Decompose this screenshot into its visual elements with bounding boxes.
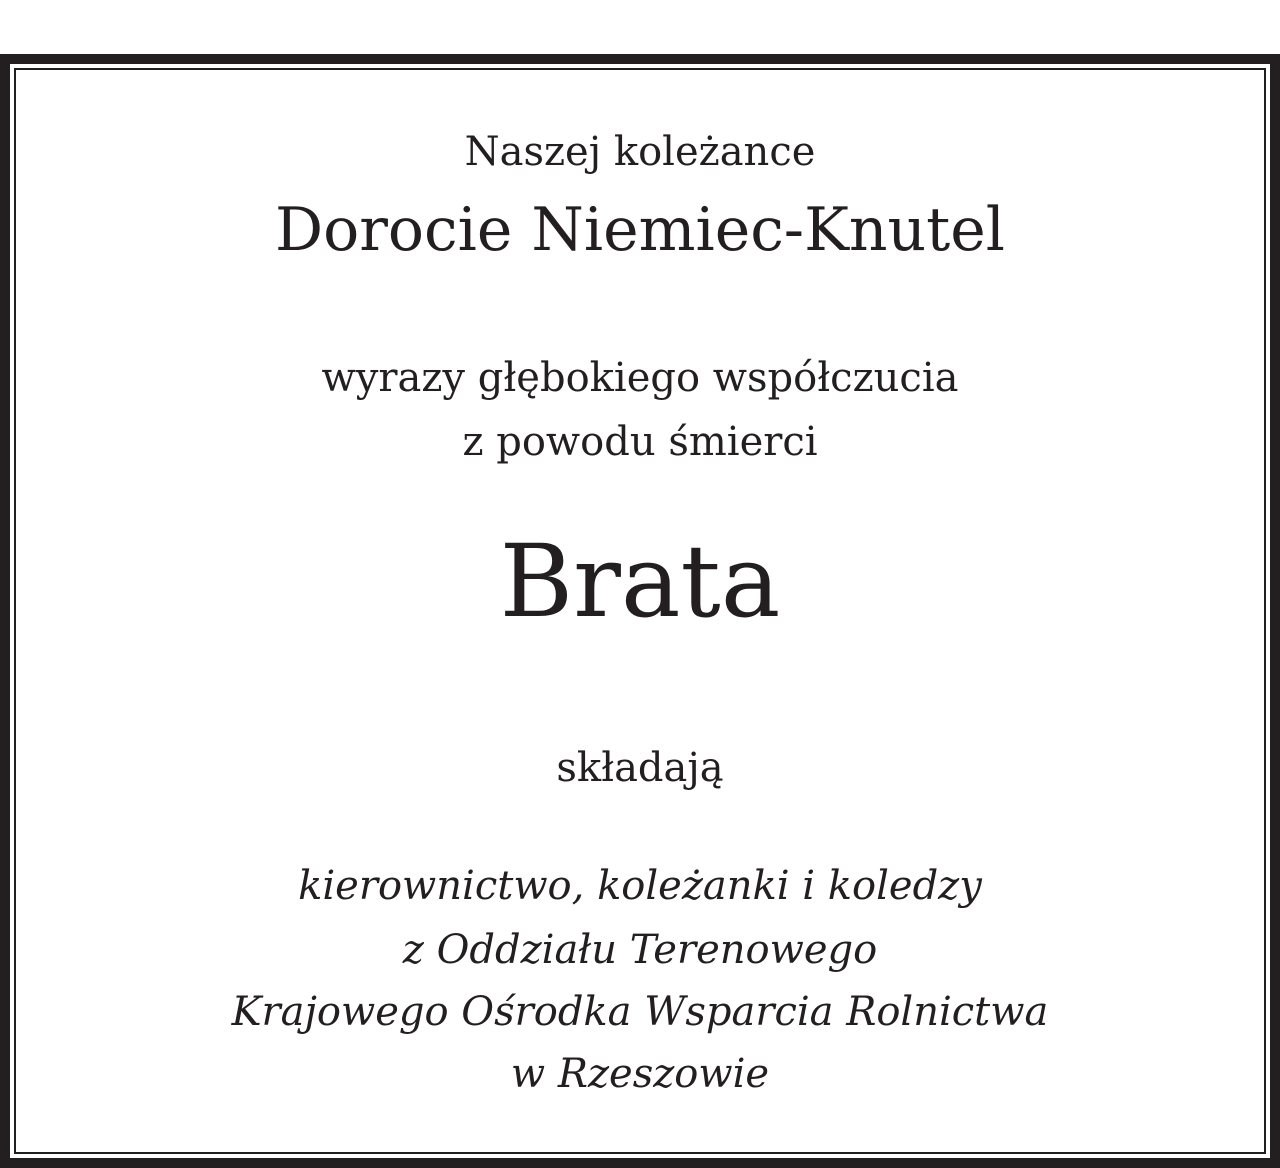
signature-line-2: z Oddziału Terenowego (402, 927, 878, 973)
condolence-verb: składają (556, 745, 724, 791)
deceased-relation: Brata (499, 523, 781, 640)
condolence-line-1: wyrazy głębokiego współczucia (321, 355, 959, 401)
signature-line-3: Krajowego Ośrodka Wsparcia Rolnictwa (231, 989, 1049, 1035)
recipient-intro: Naszej koleżance (464, 129, 816, 175)
signature-line-4: w Rzeszowie (510, 1051, 770, 1097)
recipient-name: Dorocie Niemiec-Knutel (275, 195, 1005, 265)
condolence-line-2: z powodu śmierci (462, 419, 818, 465)
signature-line-1: kierownictwo, koleżanki i koledzy (298, 863, 982, 909)
